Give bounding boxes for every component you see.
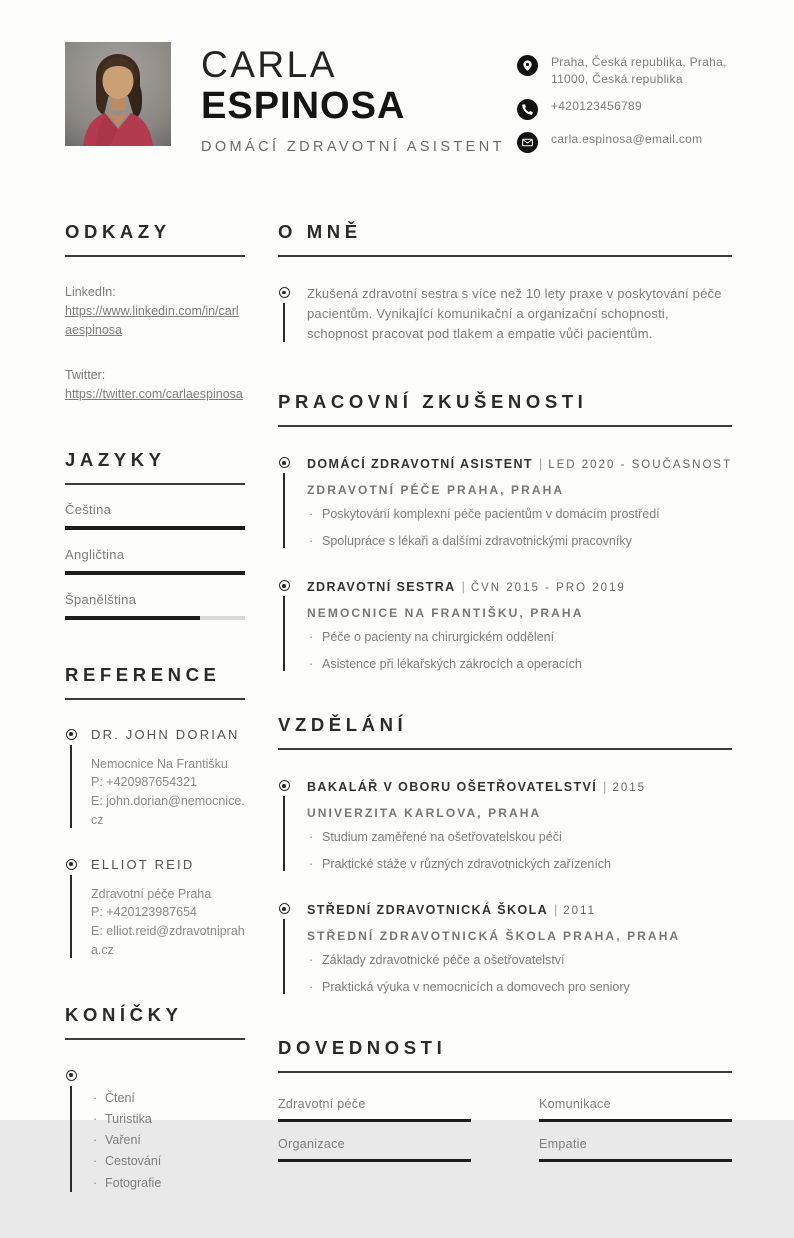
section-title-hobbies: KONÍČKY bbox=[65, 1004, 245, 1040]
hobby-item: · Čtení bbox=[93, 1088, 161, 1109]
reference-company: Nemocnice Na Františku bbox=[91, 756, 228, 771]
link-item-linkedin bbox=[65, 283, 245, 341]
experience-entry bbox=[278, 578, 732, 673]
timeline-rail bbox=[65, 857, 77, 960]
skill-bar bbox=[278, 1159, 471, 1162]
reference-phone: P: +420123987654 bbox=[91, 905, 198, 920]
experience-company: ZDRAVOTNÍ PÉČE PRAHA, PRAHA bbox=[307, 483, 565, 498]
skill-bar-fill bbox=[539, 1159, 732, 1162]
experience-title-row bbox=[307, 455, 732, 473]
skill-item bbox=[539, 1097, 732, 1122]
language-bar-fill bbox=[65, 526, 245, 530]
experience-role: DOMÁCÍ ZDRAVOTNÍ ASISTENT bbox=[307, 457, 533, 472]
left-column bbox=[65, 221, 245, 1238]
link-label: Twitter: bbox=[65, 368, 106, 383]
skill-item bbox=[278, 1137, 471, 1162]
contact-block bbox=[517, 42, 732, 153]
section-title-education: VZDĚLÁNÍ bbox=[278, 714, 732, 750]
reference-body bbox=[91, 727, 245, 830]
skill-bar bbox=[539, 1159, 732, 1162]
name-block bbox=[201, 42, 505, 155]
skill-name: Komunikace bbox=[539, 1097, 611, 1112]
education-dates: 2015 bbox=[612, 782, 647, 795]
reference-name: ELLIOT REID bbox=[91, 856, 195, 872]
section-languages bbox=[65, 449, 245, 620]
reference-details bbox=[91, 885, 245, 960]
section-education bbox=[278, 714, 732, 996]
language-bar bbox=[65, 526, 245, 530]
timeline-line bbox=[70, 1086, 72, 1192]
language-bar-fill bbox=[65, 571, 245, 575]
job-title: DOMÁCÍ ZDRAVOTNÍ ASISTENT bbox=[201, 138, 505, 155]
reference-email: E: elliot.reid@zdravotnipraha.cz bbox=[91, 924, 245, 957]
about-text: Zkušená zdravotní sestra s více než 10 lety praxe v poskytování péče pacientům. Vynikající komunikační a organizační schopnosti, schopnost pracovat pod tlakem a empatie vůči pacientům. bbox=[307, 285, 722, 342]
skill-name: Organizace bbox=[278, 1137, 345, 1152]
circled-dot-icon bbox=[66, 859, 77, 870]
timeline-line bbox=[283, 919, 285, 994]
linkedin-link[interactable]: https://www.linkedin.com/in/carlaespinosa bbox=[65, 303, 239, 338]
timeline-line bbox=[283, 596, 285, 671]
experience-body bbox=[307, 578, 732, 673]
timeline-rail bbox=[278, 284, 290, 344]
section-title-languages: JAZYKY bbox=[65, 449, 245, 485]
phone-icon bbox=[517, 99, 538, 120]
education-dates: 2011 bbox=[563, 905, 597, 918]
email-text: carla.espinosa@email.com bbox=[551, 132, 703, 147]
location-pin-icon bbox=[517, 55, 538, 76]
timeline-rail bbox=[278, 778, 290, 873]
hobby-item: · Fotografie bbox=[93, 1173, 161, 1194]
education-body bbox=[307, 778, 732, 873]
circled-dot-icon bbox=[66, 1070, 77, 1081]
timeline-rail bbox=[65, 727, 77, 830]
contact-phone-row bbox=[517, 98, 732, 120]
circled-dot-icon bbox=[279, 287, 290, 298]
education-bullet: · Studium zaměřené na ošetřovatelskou péči bbox=[307, 829, 732, 847]
skill-item bbox=[278, 1097, 471, 1122]
language-item bbox=[65, 547, 245, 575]
section-references bbox=[65, 664, 245, 960]
section-links bbox=[65, 221, 245, 405]
address-text: Praha, Česká republika, Praha, 11000, Česká republika bbox=[551, 55, 727, 86]
right-column bbox=[278, 221, 732, 1238]
section-title-references: REFERENCE bbox=[65, 664, 245, 700]
language-bar-fill bbox=[65, 616, 200, 620]
contact-address-row bbox=[517, 54, 732, 87]
skill-bar bbox=[539, 1119, 732, 1122]
section-title-links: ODKAZY bbox=[65, 221, 245, 257]
skill-name: Empatie bbox=[539, 1137, 588, 1152]
pipe-separator: | bbox=[538, 457, 543, 472]
timeline-rail bbox=[278, 901, 290, 996]
section-hobbies bbox=[65, 1004, 245, 1194]
language-item bbox=[65, 592, 245, 620]
reference-item bbox=[65, 857, 245, 960]
hobby-list bbox=[93, 1068, 161, 1194]
education-title-row bbox=[307, 901, 732, 919]
section-experience bbox=[278, 391, 732, 673]
experience-company: NEMOCNICE NA FRANTIŠKU, PRAHA bbox=[307, 606, 584, 621]
circled-dot-icon bbox=[279, 903, 290, 914]
education-title-row bbox=[307, 778, 732, 796]
section-skills bbox=[278, 1037, 732, 1162]
timeline-line bbox=[70, 745, 72, 828]
section-title-experience: PRACOVNÍ ZKUŠENOSTI bbox=[278, 391, 732, 427]
timeline-rail bbox=[278, 578, 290, 673]
skill-bar bbox=[278, 1119, 471, 1122]
pipe-separator: | bbox=[554, 903, 558, 918]
education-entry bbox=[278, 778, 732, 873]
circled-dot-icon bbox=[66, 729, 77, 740]
skill-bar-fill bbox=[278, 1159, 471, 1162]
education-bullet: · Základy zdravotnické péče a ošetřovatelství bbox=[307, 952, 732, 970]
education-degree: STŘEDNÍ ZDRAVOTNICKÁ ŠKOLA bbox=[307, 903, 549, 918]
twitter-link[interactable]: https://twitter.com/carlaespinosa bbox=[65, 387, 243, 402]
reference-body bbox=[91, 857, 245, 960]
avatar-illustration bbox=[65, 42, 171, 146]
education-bullet: · Praktická výuka v nemocnicích a domovech pro seniory bbox=[307, 979, 732, 997]
experience-bullet: · Péče o pacienty na chirurgickém oddělení bbox=[307, 629, 732, 647]
hobby-item: · Turistika bbox=[93, 1109, 161, 1130]
reference-phone: P: +420987654321 bbox=[91, 775, 198, 790]
circled-dot-icon bbox=[279, 457, 290, 468]
content-columns bbox=[0, 155, 794, 1238]
experience-role: ZDRAVOTNÍ SESTRA bbox=[307, 580, 456, 595]
skill-bar-fill bbox=[278, 1119, 471, 1122]
education-degree: BAKALÁŘ V OBORU OŠETŘOVATELSTVÍ bbox=[307, 780, 598, 795]
circled-dot-icon bbox=[279, 580, 290, 591]
experience-entry bbox=[278, 455, 732, 550]
skill-bar-fill bbox=[539, 1119, 732, 1122]
language-name: Angličtina bbox=[65, 546, 125, 562]
profile-photo bbox=[65, 42, 171, 146]
hobby-item: · Vaření bbox=[93, 1130, 161, 1151]
pipe-separator: | bbox=[603, 780, 607, 795]
skill-item bbox=[539, 1137, 732, 1162]
language-bar bbox=[65, 616, 245, 620]
reference-details bbox=[91, 755, 245, 830]
hobby-item: · Cestování bbox=[93, 1151, 161, 1172]
last-name: ESPINOSA bbox=[201, 85, 406, 128]
circled-dot-icon bbox=[279, 780, 290, 791]
contact-email-row bbox=[517, 131, 732, 153]
envelope-icon bbox=[517, 132, 538, 153]
reference-name: DR. JOHN DORIAN bbox=[91, 726, 240, 742]
education-bullet: · Praktické stáže v různých zdravotnických zařízeních bbox=[307, 856, 732, 874]
experience-body bbox=[307, 455, 732, 550]
language-name: Čeština bbox=[65, 501, 112, 517]
language-bar bbox=[65, 571, 245, 575]
language-item bbox=[65, 502, 245, 530]
experience-bullet: · Asistence při lékařských zákrocích a operacích bbox=[307, 656, 732, 674]
about-block bbox=[278, 284, 732, 344]
pipe-separator: | bbox=[461, 580, 465, 595]
timeline-line bbox=[283, 303, 285, 342]
reference-item bbox=[65, 727, 245, 830]
experience-bullet: · Poskytování komplexní péče pacientům v domácím prostředí bbox=[307, 506, 732, 524]
timeline-line bbox=[283, 473, 285, 548]
education-entry bbox=[278, 901, 732, 996]
experience-dates: ČVN 2015 - PRO 2019 bbox=[470, 582, 626, 595]
section-title-skills: DOVEDNOSTI bbox=[278, 1037, 732, 1073]
education-school: STŘEDNÍ ZDRAVOTNICKÁ ŠKOLA PRAHA, PRAHA bbox=[307, 929, 681, 944]
section-about bbox=[278, 221, 732, 344]
header bbox=[0, 0, 794, 155]
phone-text: +420123456789 bbox=[551, 99, 642, 114]
skill-name: Zdravotní péče bbox=[278, 1097, 366, 1112]
education-school: UNIVERZITA KARLOVA, PRAHA bbox=[307, 806, 542, 821]
section-title-about: O MNĚ bbox=[278, 221, 732, 257]
hobbies-block bbox=[65, 1068, 245, 1194]
first-name: CARLA bbox=[201, 44, 337, 85]
experience-title-row bbox=[307, 578, 732, 596]
timeline-rail bbox=[278, 455, 290, 550]
timeline-line bbox=[283, 796, 285, 871]
link-item-twitter bbox=[65, 366, 245, 404]
experience-dates: LED 2020 - SOUČASNOST bbox=[548, 459, 733, 472]
skills-grid bbox=[278, 1097, 732, 1162]
reference-email: E: john.dorian@nemocnice.cz bbox=[91, 794, 245, 827]
language-name: Španělština bbox=[65, 591, 137, 607]
timeline-rail bbox=[65, 1068, 77, 1194]
experience-bullet: · Spolupráce s lékaři a dalšími zdravotnickými pracovníky bbox=[307, 533, 732, 551]
reference-company: Zdravotní péče Praha bbox=[91, 886, 212, 901]
education-body bbox=[307, 901, 732, 996]
link-label: LinkedIn: bbox=[65, 284, 116, 299]
timeline-line bbox=[70, 875, 72, 958]
